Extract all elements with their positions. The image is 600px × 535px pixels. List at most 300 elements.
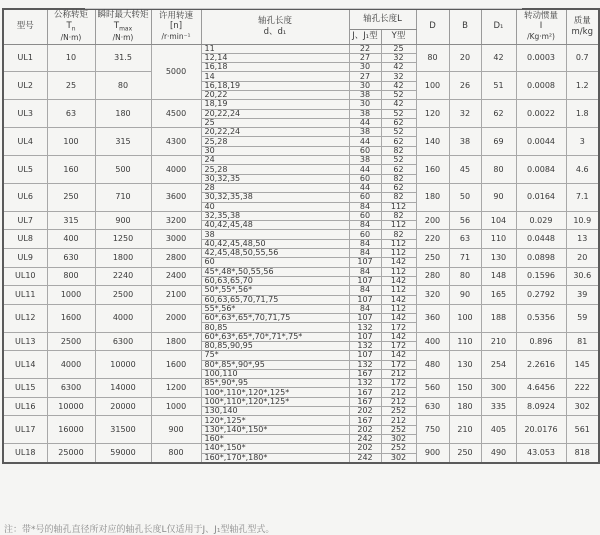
length-y-cell: 142 xyxy=(381,332,416,341)
bore-diameter-cell: 100*,110*,120*,125* xyxy=(201,397,349,406)
table-row xyxy=(3,286,599,295)
speed-cell: 1600 xyxy=(151,351,201,379)
length-jj1-cell: 27 xyxy=(349,72,381,81)
inertia-cell: 0.0084 xyxy=(516,156,566,184)
dim-D1-cell: 62 xyxy=(481,100,516,128)
nominal-torque-cell: 6300 xyxy=(47,379,95,398)
length-jj1-cell: 60 xyxy=(349,174,381,183)
bore-diameter-cell: 85*,90*,95 xyxy=(201,379,349,388)
length-y-cell: 302 xyxy=(381,453,416,463)
mass-cell: 0.7 xyxy=(566,44,599,72)
length-jj1-cell: 30 xyxy=(349,63,381,72)
dim-B-cell: 63 xyxy=(449,230,481,249)
nominal-torque-cell: 4000 xyxy=(47,351,95,379)
length-jj1-cell: 44 xyxy=(349,165,381,174)
inertia-cell: 43.053 xyxy=(516,444,566,463)
length-y-cell: 82 xyxy=(381,230,416,239)
length-y-cell: 172 xyxy=(381,342,416,351)
dim-B-cell: 130 xyxy=(449,351,481,379)
length-jj1-cell: 84 xyxy=(349,304,381,313)
mass-cell: 10.9 xyxy=(566,211,599,230)
length-jj1-cell: 30 xyxy=(349,81,381,90)
length-jj1-cell: 84 xyxy=(349,239,381,248)
bore-diameter-cell: 60*,63*,65*,70,71,75 xyxy=(201,314,349,323)
bore-diameter-cell: 40,42,45,48 xyxy=(201,221,349,230)
speed-cell: 2000 xyxy=(151,304,201,332)
length-jj1-cell: 30 xyxy=(349,100,381,109)
mass-cell: 145 xyxy=(566,351,599,379)
length-y-cell: 52 xyxy=(381,109,416,118)
length-jj1-cell: 202 xyxy=(349,425,381,434)
speed-cell: 800 xyxy=(151,444,201,463)
speed-cell: 2400 xyxy=(151,267,201,286)
table-row xyxy=(3,183,599,192)
length-jj1-cell: 167 xyxy=(349,397,381,406)
length-jj1-cell: 60 xyxy=(349,193,381,202)
table-row xyxy=(3,230,599,239)
nominal-torque-cell: 400 xyxy=(47,230,95,249)
length-y-cell: 32 xyxy=(381,53,416,62)
dim-D1-cell: 104 xyxy=(481,211,516,230)
inertia-cell: 0.0022 xyxy=(516,100,566,128)
dim-B-cell: 110 xyxy=(449,332,481,351)
model-cell: UL14 xyxy=(3,351,47,379)
length-jj1-cell: 60 xyxy=(349,230,381,239)
inertia-cell: 2.2616 xyxy=(516,351,566,379)
model-cell: UL16 xyxy=(3,397,47,416)
bore-diameter-cell: 20,22,24 xyxy=(201,109,349,118)
dim-D-cell: 220 xyxy=(416,230,449,249)
max-torque-cell: 710 xyxy=(95,183,151,211)
length-y-cell: 25 xyxy=(381,44,416,53)
table-row xyxy=(3,416,599,425)
table-row xyxy=(3,267,599,276)
model-cell: UL18 xyxy=(3,444,47,463)
length-y-cell: 212 xyxy=(381,369,416,378)
length-y-cell: 142 xyxy=(381,314,416,323)
inertia-cell: 4.6456 xyxy=(516,379,566,398)
dim-B-cell: 71 xyxy=(449,249,481,268)
speed-cell: 3000 xyxy=(151,230,201,249)
inertia-cell: 0.5356 xyxy=(516,304,566,332)
nominal-torque-cell: 10 xyxy=(47,44,95,72)
length-jj1-cell: 60 xyxy=(349,211,381,220)
header-B: B xyxy=(449,9,481,44)
dim-D1-cell: 130 xyxy=(481,249,516,268)
speed-cell: 3200 xyxy=(151,211,201,230)
length-y-cell: 82 xyxy=(381,211,416,220)
length-jj1-cell: 107 xyxy=(349,295,381,304)
length-y-cell: 32 xyxy=(381,72,416,81)
header-bore-diameter: 轴孔长度 d、d₁ xyxy=(201,9,349,44)
length-jj1-cell: 167 xyxy=(349,369,381,378)
length-y-cell: 112 xyxy=(381,267,416,276)
length-y-cell: 112 xyxy=(381,286,416,295)
table-row xyxy=(3,156,599,165)
bore-diameter-cell: 45*,48*,50,55,56 xyxy=(201,267,349,276)
length-jj1-cell: 107 xyxy=(349,332,381,341)
bore-diameter-cell: 60,63,65,70 xyxy=(201,276,349,285)
bore-diameter-cell: 140*,150* xyxy=(201,444,349,453)
inertia-cell: 0.2792 xyxy=(516,286,566,305)
dim-D1-cell: 300 xyxy=(481,379,516,398)
model-cell: UL17 xyxy=(3,416,47,444)
table-row xyxy=(3,211,599,220)
dim-D1-cell: 80 xyxy=(481,156,516,184)
mass-cell: 20 xyxy=(566,249,599,268)
length-jj1-cell: 84 xyxy=(349,202,381,211)
model-cell: UL15 xyxy=(3,379,47,398)
table-header xyxy=(3,9,599,44)
speed-cell: 4000 xyxy=(151,156,201,184)
length-jj1-cell: 132 xyxy=(349,342,381,351)
dim-D-cell: 630 xyxy=(416,397,449,416)
max-torque-cell: 315 xyxy=(95,128,151,156)
cropped-rule xyxy=(85,8,522,9)
model-cell: UL6 xyxy=(3,183,47,211)
bore-diameter-cell: 16,18,19 xyxy=(201,81,349,90)
inertia-cell: 0.1596 xyxy=(516,267,566,286)
length-jj1-cell: 132 xyxy=(349,379,381,388)
table-row xyxy=(3,351,599,360)
length-jj1-cell: 84 xyxy=(349,286,381,295)
bore-diameter-cell: 38 xyxy=(201,230,349,239)
model-cell: UL8 xyxy=(3,230,47,249)
max-torque-cell: 20000 xyxy=(95,397,151,416)
inertia-cell: 0.0044 xyxy=(516,128,566,156)
dim-D1-cell: 90 xyxy=(481,183,516,211)
header-bore-length: 轴孔长度L xyxy=(349,9,416,29)
mass-cell: 13 xyxy=(566,230,599,249)
length-y-cell: 52 xyxy=(381,156,416,165)
speed-cell: 1200 xyxy=(151,379,201,398)
max-torque-cell: 2240 xyxy=(95,267,151,286)
nominal-torque-cell: 25000 xyxy=(47,444,95,463)
bore-diameter-cell: 55*,56* xyxy=(201,304,349,313)
model-cell: UL3 xyxy=(3,100,47,128)
length-y-cell: 42 xyxy=(381,100,416,109)
table-row xyxy=(3,128,599,137)
bore-diameter-cell: 160* xyxy=(201,434,349,443)
length-jj1-cell: 38 xyxy=(349,109,381,118)
length-jj1-cell: 44 xyxy=(349,137,381,146)
bore-diameter-cell: 60 xyxy=(201,258,349,267)
table-row xyxy=(3,100,599,109)
length-jj1-cell: 44 xyxy=(349,183,381,192)
bore-diameter-cell: 11 xyxy=(201,44,349,53)
header-inertia: 转动惯量 I /Kg·m²) xyxy=(516,9,566,44)
inertia-cell: 0.0448 xyxy=(516,230,566,249)
mass-cell: 59 xyxy=(566,304,599,332)
mass-cell: 4.6 xyxy=(566,156,599,184)
max-torque-cell: 500 xyxy=(95,156,151,184)
length-y-cell: 212 xyxy=(381,388,416,397)
length-y-cell: 112 xyxy=(381,239,416,248)
length-y-cell: 82 xyxy=(381,174,416,183)
table-row xyxy=(3,44,599,53)
max-torque-cell: 180 xyxy=(95,100,151,128)
dim-D1-cell: 165 xyxy=(481,286,516,305)
nominal-torque-cell: 63 xyxy=(47,100,95,128)
nominal-torque-cell: 100 xyxy=(47,128,95,156)
dim-D1-cell: 110 xyxy=(481,230,516,249)
speed-cell: 900 xyxy=(151,416,201,444)
dim-D-cell: 320 xyxy=(416,286,449,305)
dim-B-cell: 250 xyxy=(449,444,481,463)
length-jj1-cell: 38 xyxy=(349,128,381,137)
length-jj1-cell: 27 xyxy=(349,53,381,62)
length-y-cell: 52 xyxy=(381,128,416,137)
bore-diameter-cell: 28 xyxy=(201,183,349,192)
mass-cell: 30.6 xyxy=(566,267,599,286)
dim-D1-cell: 210 xyxy=(481,332,516,351)
dim-D1-cell: 51 xyxy=(481,72,516,100)
dim-D-cell: 200 xyxy=(416,211,449,230)
inertia-cell: 0.029 xyxy=(516,211,566,230)
max-torque-cell: 6300 xyxy=(95,332,151,351)
bore-diameter-cell: 80,85,90,95 xyxy=(201,342,349,351)
model-cell: UL11 xyxy=(3,286,47,305)
header-max-torque: 瞬时最大转矩 $T_{max}$ /N·m) xyxy=(95,9,151,44)
dim-B-cell: 26 xyxy=(449,72,481,100)
dim-D-cell: 120 xyxy=(416,100,449,128)
length-y-cell: 62 xyxy=(381,137,416,146)
mass-cell: 3 xyxy=(566,128,599,156)
max-torque-cell: 10000 xyxy=(95,351,151,379)
mass-cell: 39 xyxy=(566,286,599,305)
speed-cell: 2100 xyxy=(151,286,201,305)
mass-cell: 1.8 xyxy=(566,100,599,128)
max-torque-cell: 900 xyxy=(95,211,151,230)
length-y-cell: 142 xyxy=(381,295,416,304)
spec-table-body xyxy=(3,44,599,463)
inertia-cell: 0.0164 xyxy=(516,183,566,211)
length-y-cell: 42 xyxy=(381,63,416,72)
length-y-cell: 172 xyxy=(381,360,416,369)
bore-diameter-cell: 30,32,35 xyxy=(201,174,349,183)
dim-B-cell: 45 xyxy=(449,156,481,184)
model-cell: UL5 xyxy=(3,156,47,184)
length-y-cell: 62 xyxy=(381,118,416,127)
bore-diameter-cell: 100*,110*,120*,125* xyxy=(201,388,349,397)
mass-cell: 561 xyxy=(566,416,599,444)
speed-cell: 4300 xyxy=(151,128,201,156)
speed-cell: 5000 xyxy=(151,44,201,100)
dim-D1-cell: 490 xyxy=(481,444,516,463)
header-speed: 许用转速 [n] /r·min⁻¹ xyxy=(151,9,201,44)
dim-D-cell: 160 xyxy=(416,156,449,184)
bore-diameter-cell: 75* xyxy=(201,351,349,360)
mass-cell: 222 xyxy=(566,379,599,398)
nominal-torque-cell: 2500 xyxy=(47,332,95,351)
max-torque-cell: 31500 xyxy=(95,416,151,444)
nominal-torque-cell: 16000 xyxy=(47,416,95,444)
inertia-cell: 8.0924 xyxy=(516,397,566,416)
header-length-y: Y型 xyxy=(381,29,416,44)
max-torque-cell: 14000 xyxy=(95,379,151,398)
nominal-torque-cell: 1600 xyxy=(47,304,95,332)
mass-cell: 81 xyxy=(566,332,599,351)
length-y-cell: 82 xyxy=(381,146,416,155)
length-y-cell: 212 xyxy=(381,416,416,425)
bore-diameter-cell: 160*,170*,180* xyxy=(201,453,349,463)
dim-D-cell: 400 xyxy=(416,332,449,351)
nominal-torque-cell: 630 xyxy=(47,249,95,268)
table-row xyxy=(3,397,599,406)
speed-cell: 1000 xyxy=(151,397,201,416)
model-cell: UL13 xyxy=(3,332,47,351)
length-jj1-cell: 22 xyxy=(349,44,381,53)
length-y-cell: 142 xyxy=(381,276,416,285)
max-torque-cell: 2500 xyxy=(95,286,151,305)
bore-diameter-cell: 40,42,45,48,50 xyxy=(201,239,349,248)
bore-diameter-cell: 80,85 xyxy=(201,323,349,332)
bore-diameter-cell: 120*,125* xyxy=(201,416,349,425)
header-length-jj1: J、J₁型 xyxy=(349,29,381,44)
length-jj1-cell: 84 xyxy=(349,267,381,276)
bore-diameter-cell: 24 xyxy=(201,156,349,165)
dim-B-cell: 20 xyxy=(449,44,481,72)
model-cell: UL2 xyxy=(3,72,47,100)
bore-diameter-cell: 18,19 xyxy=(201,100,349,109)
bore-diameter-cell: 32,35,38 xyxy=(201,211,349,220)
bore-diameter-cell: 25,28 xyxy=(201,165,349,174)
speed-cell: 2800 xyxy=(151,249,201,268)
model-cell: UL12 xyxy=(3,304,47,332)
length-jj1-cell: 84 xyxy=(349,249,381,258)
bore-diameter-cell: 12,14 xyxy=(201,53,349,62)
length-y-cell: 112 xyxy=(381,221,416,230)
length-y-cell: 62 xyxy=(381,165,416,174)
bore-diameter-cell: 80*,85*,90*,95 xyxy=(201,360,349,369)
dim-D1-cell: 254 xyxy=(481,351,516,379)
length-y-cell: 82 xyxy=(381,193,416,202)
dim-D-cell: 250 xyxy=(416,249,449,268)
header-D1: D₁ xyxy=(481,9,516,44)
dim-D1-cell: 69 xyxy=(481,128,516,156)
header-row-1 xyxy=(3,9,599,29)
length-jj1-cell: 60 xyxy=(349,146,381,155)
length-jj1-cell: 107 xyxy=(349,258,381,267)
mass-cell: 1.2 xyxy=(566,72,599,100)
dim-B-cell: 100 xyxy=(449,304,481,332)
model-cell: UL7 xyxy=(3,211,47,230)
dim-D-cell: 280 xyxy=(416,267,449,286)
nominal-torque-cell: 10000 xyxy=(47,397,95,416)
dim-D-cell: 750 xyxy=(416,416,449,444)
length-y-cell: 62 xyxy=(381,183,416,192)
length-jj1-cell: 132 xyxy=(349,360,381,369)
dim-B-cell: 38 xyxy=(449,128,481,156)
bore-diameter-cell: 14 xyxy=(201,72,349,81)
length-jj1-cell: 84 xyxy=(349,221,381,230)
length-y-cell: 302 xyxy=(381,434,416,443)
length-y-cell: 252 xyxy=(381,407,416,416)
dim-B-cell: 90 xyxy=(449,286,481,305)
table-row xyxy=(3,304,599,313)
speed-cell: 3600 xyxy=(151,183,201,211)
dim-D1-cell: 42 xyxy=(481,44,516,72)
dim-D1-cell: 188 xyxy=(481,304,516,332)
length-y-cell: 172 xyxy=(381,323,416,332)
mass-cell: 818 xyxy=(566,444,599,463)
length-jj1-cell: 38 xyxy=(349,156,381,165)
dim-D-cell: 900 xyxy=(416,444,449,463)
length-jj1-cell: 107 xyxy=(349,351,381,360)
length-y-cell: 172 xyxy=(381,379,416,388)
mass-cell: 302 xyxy=(566,397,599,416)
table-row xyxy=(3,379,599,388)
footnote: 注：带*号的轴孔直径所对应的轴孔长度L仅适用于J、J₁型轴孔型式。 xyxy=(4,525,275,535)
bore-diameter-cell: 60*,63*,65*,70*,71*,75* xyxy=(201,332,349,341)
table-row xyxy=(3,72,599,81)
nominal-torque-cell: 250 xyxy=(47,183,95,211)
length-jj1-cell: 242 xyxy=(349,453,381,463)
bore-diameter-cell: 25,28 xyxy=(201,137,349,146)
nominal-torque-cell: 1000 xyxy=(47,286,95,305)
bore-diameter-cell: 100,110 xyxy=(201,369,349,378)
dim-D-cell: 100 xyxy=(416,72,449,100)
length-y-cell: 252 xyxy=(381,425,416,434)
length-jj1-cell: 107 xyxy=(349,276,381,285)
speed-cell: 4500 xyxy=(151,100,201,128)
dim-D-cell: 180 xyxy=(416,183,449,211)
nominal-torque-cell: 25 xyxy=(47,72,95,100)
length-y-cell: 142 xyxy=(381,351,416,360)
dim-B-cell: 56 xyxy=(449,211,481,230)
table-row xyxy=(3,444,599,453)
inertia-cell: 20.0176 xyxy=(516,416,566,444)
bore-diameter-cell: 20,22,24 xyxy=(201,128,349,137)
model-cell: UL9 xyxy=(3,249,47,268)
bore-diameter-cell: 50*,55*,56* xyxy=(201,286,349,295)
max-torque-cell: 1800 xyxy=(95,249,151,268)
model-cell: UL1 xyxy=(3,44,47,72)
bore-diameter-cell: 30,32,35,38 xyxy=(201,193,349,202)
dim-D-cell: 80 xyxy=(416,44,449,72)
length-jj1-cell: 167 xyxy=(349,416,381,425)
length-y-cell: 112 xyxy=(381,304,416,313)
length-jj1-cell: 167 xyxy=(349,388,381,397)
dim-B-cell: 32 xyxy=(449,100,481,128)
nominal-torque-cell: 315 xyxy=(47,211,95,230)
inertia-cell: 0.896 xyxy=(516,332,566,351)
bore-diameter-cell: 16,18 xyxy=(201,63,349,72)
bore-diameter-cell: 130,140 xyxy=(201,407,349,416)
bore-diameter-cell: 42,45,48,50,55,56 xyxy=(201,249,349,258)
bore-diameter-cell: 130*,140*,150* xyxy=(201,425,349,434)
dim-D1-cell: 405 xyxy=(481,416,516,444)
dim-B-cell: 50 xyxy=(449,183,481,211)
length-y-cell: 42 xyxy=(381,81,416,90)
dim-B-cell: 180 xyxy=(449,397,481,416)
length-y-cell: 112 xyxy=(381,202,416,211)
nominal-torque-cell: 800 xyxy=(47,267,95,286)
max-torque-cell: 1250 xyxy=(95,230,151,249)
max-torque-cell: 80 xyxy=(95,72,151,100)
bore-diameter-cell: 40 xyxy=(201,202,349,211)
dim-D1-cell: 335 xyxy=(481,397,516,416)
length-y-cell: 212 xyxy=(381,397,416,406)
dim-D-cell: 140 xyxy=(416,128,449,156)
speed-cell: 1800 xyxy=(151,332,201,351)
dim-D-cell: 360 xyxy=(416,304,449,332)
dim-D1-cell: 148 xyxy=(481,267,516,286)
dim-D-cell: 480 xyxy=(416,351,449,379)
mass-cell: 7.1 xyxy=(566,183,599,211)
length-jj1-cell: 202 xyxy=(349,444,381,453)
length-y-cell: 112 xyxy=(381,249,416,258)
